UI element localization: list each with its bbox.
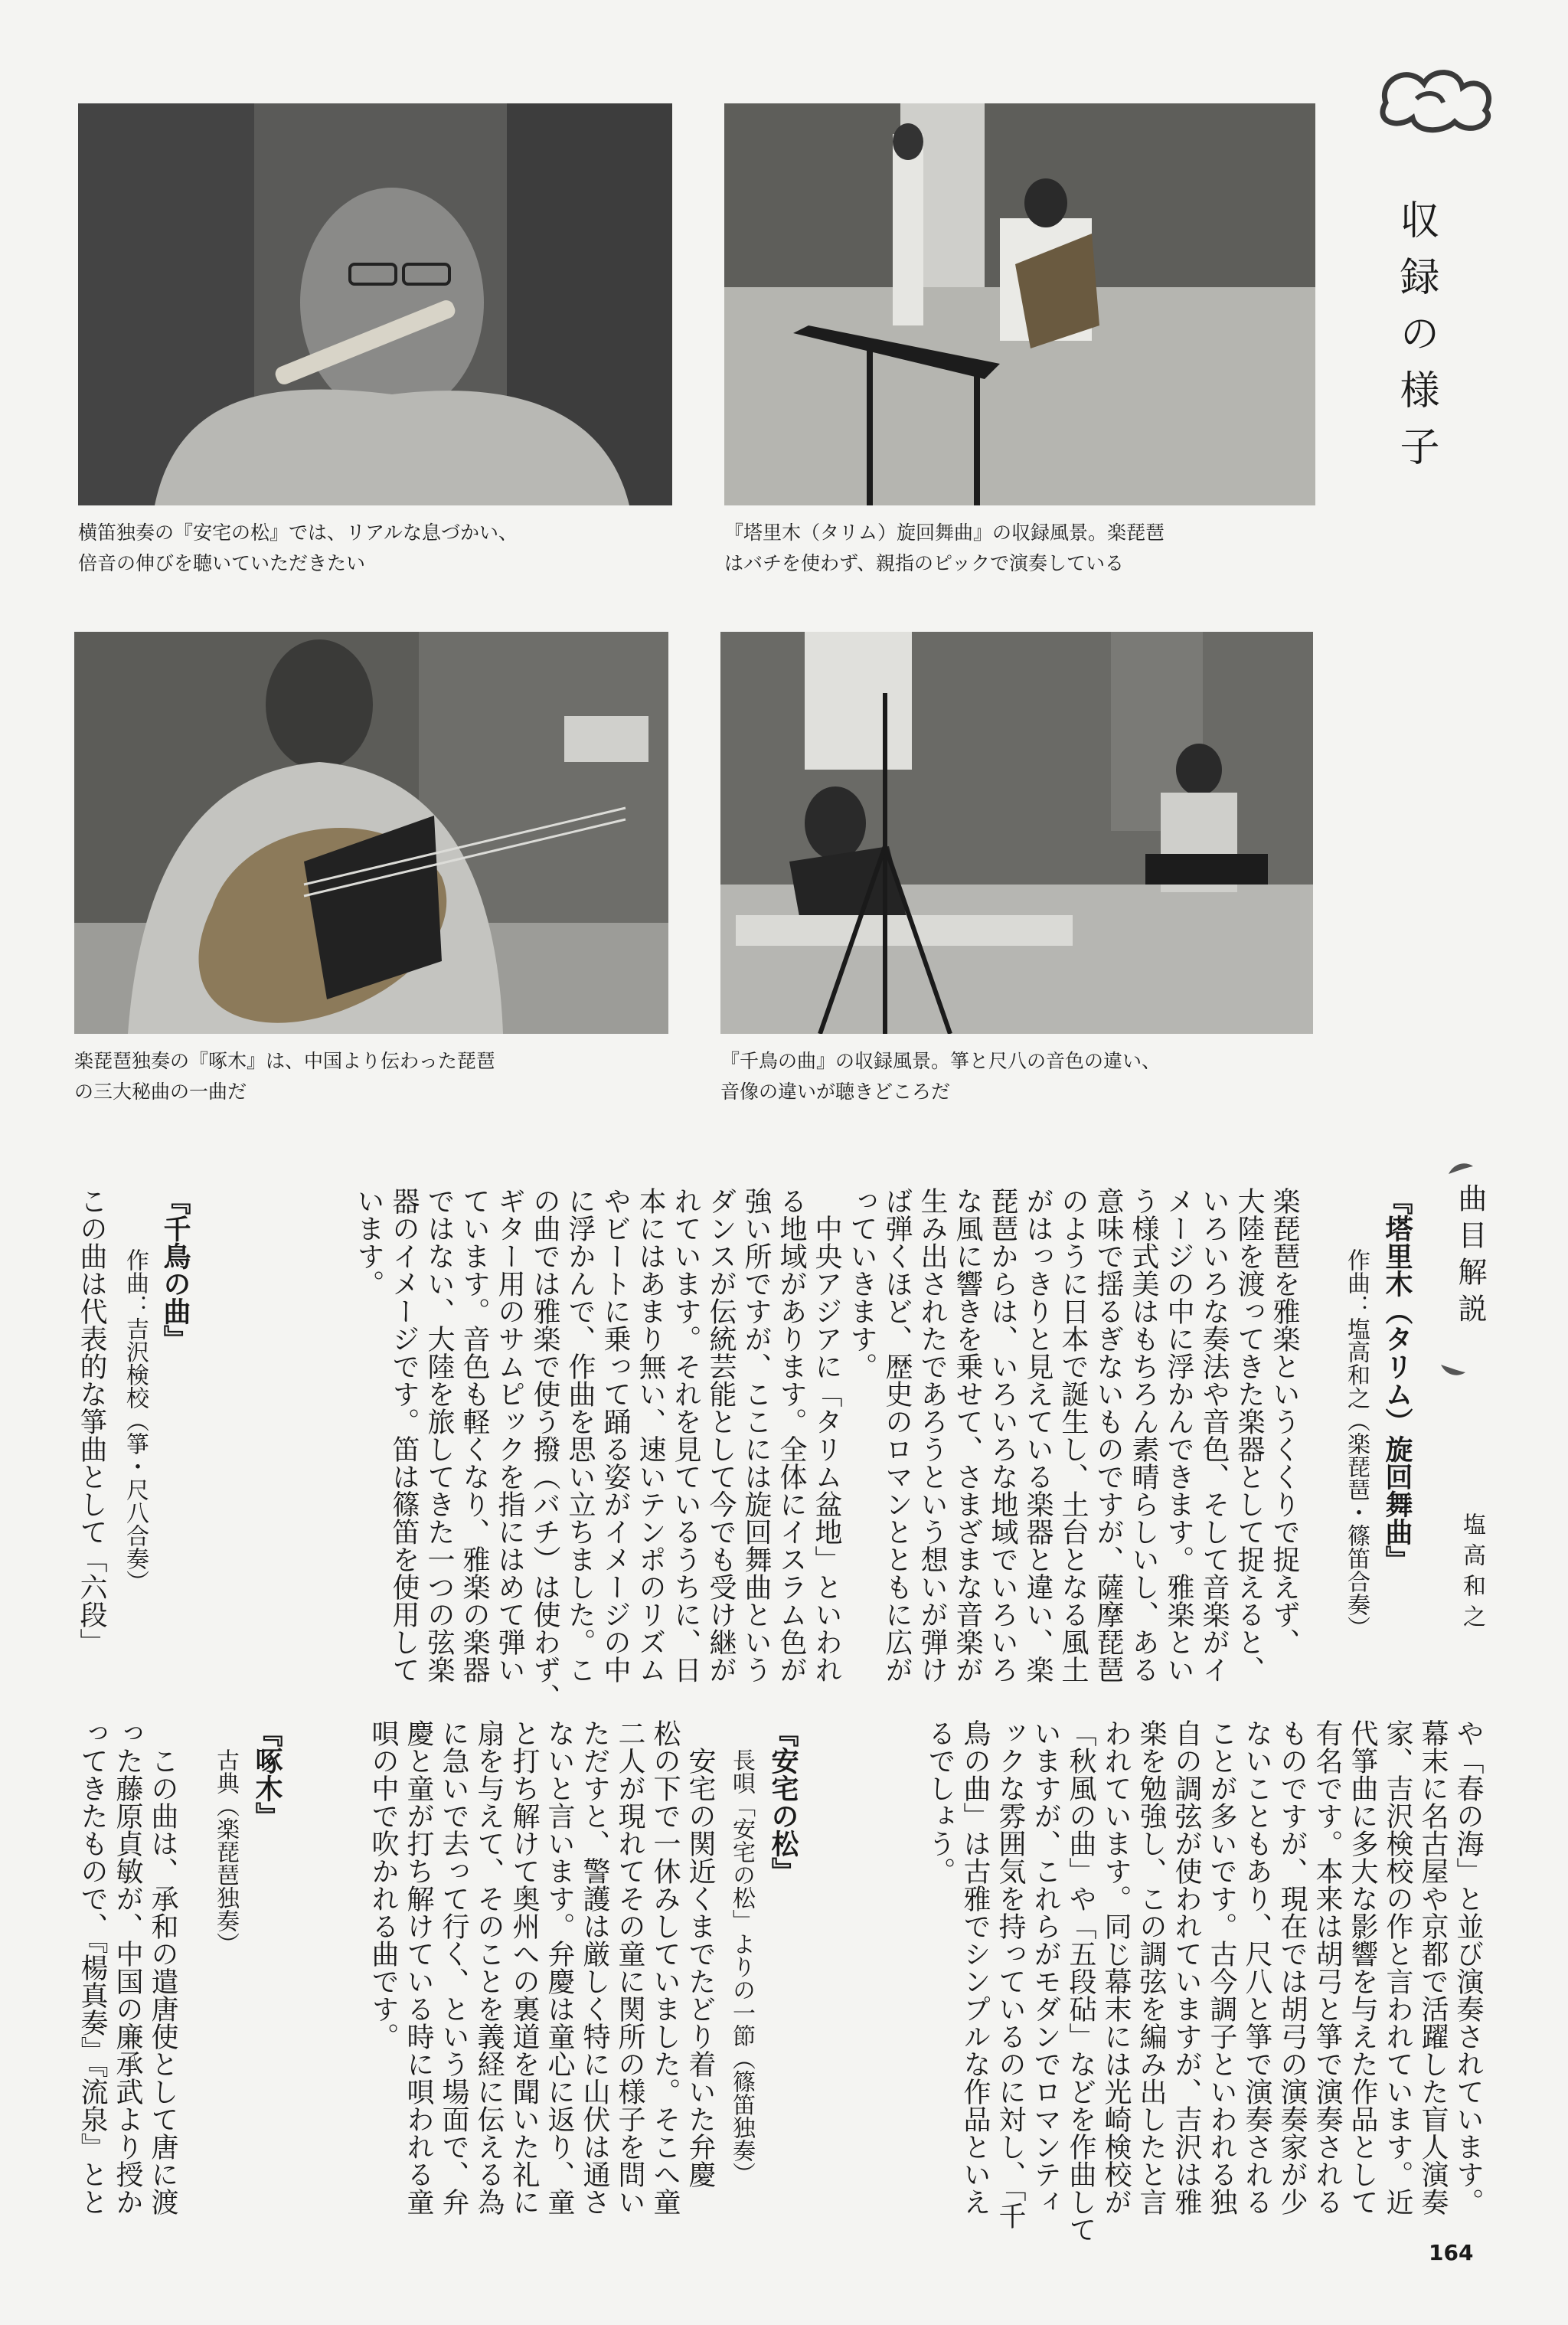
piece-credit: 長唄「安宅の松」よりの一節（篠笛独奏） bbox=[728, 1748, 755, 2185]
piece-title: 『千鳥の曲』 bbox=[159, 1187, 191, 1352]
piece-body: この曲は、承和の遣唐使として唐に渡 った藤原貞敏が、中国の廉承武より授か ってきたもので、『楊真奏』『流泉』とと bbox=[77, 1719, 178, 2215]
piece-title: 『塔里木（タリム）旋回舞曲』 bbox=[1381, 1187, 1413, 1573]
koto-shakuhachi-photo bbox=[720, 632, 1313, 1034]
recording-session-photo bbox=[724, 103, 1315, 505]
leaf-ornament-icon bbox=[1439, 1362, 1467, 1378]
piece-credit: 作曲：吉沢検校（箏・尺八合奏） bbox=[122, 1248, 149, 1593]
piece-body: この曲は代表的な箏曲として「六段」 bbox=[76, 1187, 107, 1656]
piece-body: 楽琵琶を雅楽というくくりで捉えず、 大陸を渡ってきた楽器として捉えると、 いろいろな奏法や音色、そして音楽がイ メージの中に浮かんできます。雅楽とい う様式美はもちろん素晴らしいし、ある 意味で揺るぎないものですが、薩摩琵琶 のように日本で誕生し、土台となる風土 がはっきりと見えている楽器と違い、楽 琵琶からは、いろいろな地域でいろいろ な風に響きを乗せて、さまざまな音楽が 生み出されたであろうという想いが弾け ば弾くほど、歴史のロマンとともに広が っていきます。 中央アジアに「タリム盆地」といわれ る地域があります。全体にイスラム色が 強い所ですが、ここには旋回舞曲という ダンスが伝統芸能として今でも受け継が れています。それを見ているうちに、日 本にはあまり無い、速いテンポのリズム やビートに乗って踊る姿がイメージの中 に浮かんで、作曲を思い立ちました。こ の曲では雅楽で使う撥（バチ）は使わず、 ギター用のサムピックを指にはめて弾い ています。音色も軽くなり、雅楽の楽器 ではない、大陸を旅してきた一つの弦楽 器のイメージです。笛は篠笛を使用して います。 bbox=[353, 1187, 1300, 1711]
flute-player-photo bbox=[78, 103, 672, 505]
leaf-ornament-icon bbox=[1447, 1160, 1475, 1177]
photo-caption: 『千鳥の曲』の収録風景。箏と尺八の音色の違い、 音像の違いが聴きどころだ bbox=[720, 1050, 1161, 1103]
toc-title: 曲目解説 bbox=[1453, 1183, 1487, 1330]
photo-caption: 楽琵琶独奏の『啄木』は、中国より伝わった琵琶 の三大秘曲の一曲だ bbox=[74, 1050, 495, 1103]
author-name: 塩高和之 bbox=[1459, 1512, 1485, 1635]
piece-credit: 古典（楽琵琶独奏） bbox=[212, 1748, 239, 1955]
biwa-player-photo bbox=[74, 632, 668, 1034]
photo-caption: 『塔里木（タリム）旋回舞曲』の収録風景。楽琵琶 はバチを使わず、親指のピックで演奏している bbox=[724, 522, 1165, 574]
piece-credit: 作曲：塩高和之（楽琵琶・篠笛合奏） bbox=[1343, 1248, 1370, 1639]
piece-body: や「春の海」と並び演奏されています。 幕末に名古屋や京都で活躍した盲人演奏 家、吉沢検校の作と言われています。近 代箏曲に多大な影響を与えた作品として 有名です。本来は胡弓と箏で演奏される ものですが、現在では胡弓の演奏家が少 ないこともあり、尺八と箏で演奏される ことが多いです。古今調子といわれる独 自の調弦が使われていますが、吉沢は雅 楽を勉強し、この調弦を編み出したと言 われています。同じ幕末には光崎検校が 「秋風の曲」や「五段砧」などを作曲して いますが、これらがモダンでロマンティ ックな雰囲気を持っているのに対し、「千 鳥の曲」は古雅でシンプルな作品といえ るでしょう。 bbox=[924, 1719, 1484, 2243]
photo-caption: 横笛独奏の『安宅の松』では、リアルな息づかい、 倍音の伸びを聴いていただきたい bbox=[78, 522, 518, 574]
cloud-ornament-icon bbox=[1370, 57, 1501, 141]
piece-title: 『啄木』 bbox=[251, 1719, 283, 1830]
piece-body: 安宅の関近くまでたどり着いた弁慶 松の下で一休みしていました。そこへ童 二人が現れてその童に関所の様子を問い ただすと、警護は厳しく特に山伏は通さ ないと言います。弁慶は童心に返り、童 と打ち解けて奥州への裏道を聞いた礼に 扇を与えて、そのことを義経に伝える為 に急いで去って行く、という場面で、弁 慶と童が打ち解けている時に唄われる童 唄の中で吹かれる曲です。 bbox=[368, 1719, 716, 2215]
section-title: 収録の様子 bbox=[1393, 199, 1439, 482]
piece-title: 『安宅の松』 bbox=[767, 1719, 799, 1885]
page-number: 164 bbox=[1429, 2240, 1474, 2265]
